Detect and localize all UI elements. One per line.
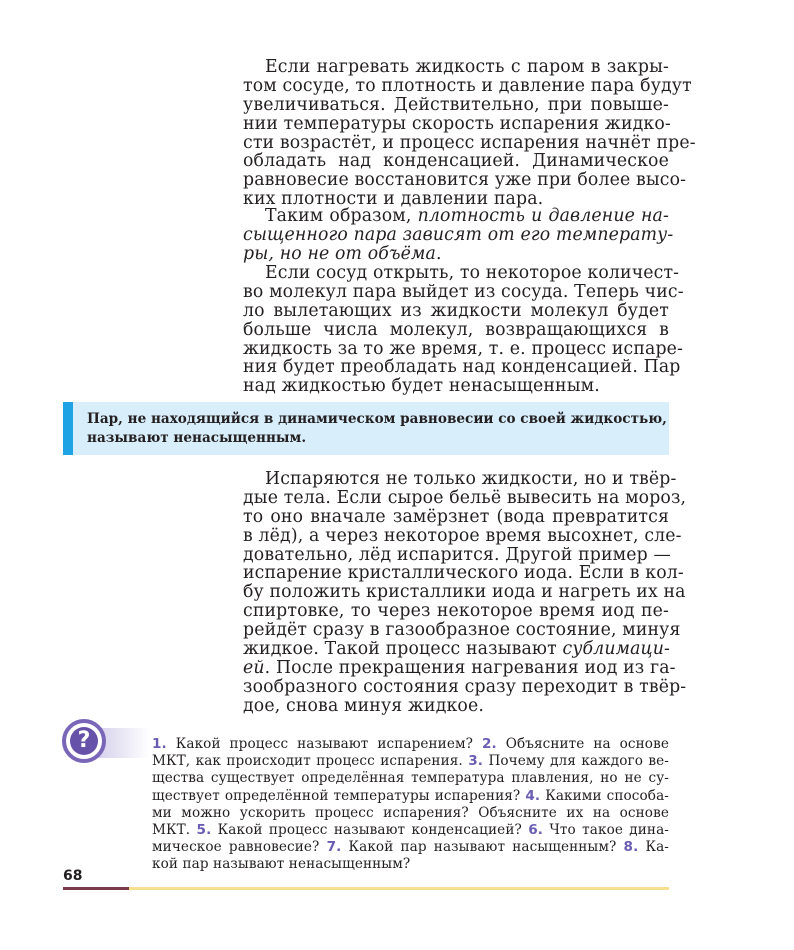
definition-box bbox=[63, 402, 669, 455]
question-number: 3. bbox=[468, 753, 484, 770]
text-line: жидкость за то же время, т. е. процесс испаре- bbox=[243, 338, 684, 359]
question-mark-icon bbox=[62, 719, 106, 763]
question-line: ми можно ускорить процесс испарения? Объясните их на основе bbox=[152, 804, 669, 821]
footer-rule-accent bbox=[63, 887, 129, 890]
review-questions bbox=[152, 736, 669, 874]
footer-rule bbox=[129, 887, 669, 890]
question-text: мическое равновесие? bbox=[152, 839, 327, 856]
question-line: щества существует определённая температура плавления, но не су- bbox=[152, 770, 669, 787]
question-mark-glyph: ? bbox=[70, 727, 98, 755]
text-line: дое, снова минуя жидкое. bbox=[243, 695, 485, 716]
question-text: Почему для каждого ве- bbox=[483, 753, 669, 770]
text-italic: сублимаци- bbox=[562, 639, 671, 660]
text-line: сти возрастёт, и процесс испарения начнёт пре- bbox=[243, 132, 696, 153]
question-text: ществует определённой температуры испарения? bbox=[152, 787, 526, 804]
text-line: дые тела. Если сырое бельё вывесить на мороз, bbox=[243, 487, 687, 508]
question-text: Какой процесс называют конденсацией? bbox=[211, 821, 529, 838]
text-plain: жидкое. Такой процесс называют bbox=[243, 639, 563, 660]
question-text: Какой процесс называют испарением? bbox=[166, 736, 482, 752]
text-line bbox=[243, 657, 676, 678]
text-line: обладать над конденсацией. Динамическое bbox=[243, 151, 669, 172]
question-line bbox=[152, 753, 669, 770]
paragraph-conclusion bbox=[243, 206, 674, 264]
question-text: Какой пар называют насыщенным? bbox=[341, 839, 624, 856]
text-italic: ей bbox=[243, 657, 265, 678]
text-line: ких плотности и давлении пара. bbox=[243, 189, 544, 210]
question-line: кой пар называют ненасыщенным? bbox=[152, 856, 411, 873]
text-line bbox=[243, 640, 669, 659]
text-line: ния будет преобладать над конденсацией. Пар bbox=[243, 357, 681, 378]
question-number: 6. bbox=[528, 821, 544, 838]
text-line: довательно, лёд испарится. Другой пример — bbox=[243, 544, 671, 565]
text-line: равновесие восстановится уже при более высо- bbox=[243, 170, 687, 191]
text-line: рейдёт сразу в газообразное состояние, минуя bbox=[243, 620, 681, 641]
text-line: ло вылетающих из жидкости молекул будет bbox=[243, 300, 669, 321]
text-plain: . После прекращения нагревания иод из га- bbox=[264, 657, 676, 678]
paragraph-heating-closed-vessel bbox=[243, 57, 696, 210]
text-line: больше числа молекул, возвращающихся в bbox=[243, 319, 669, 340]
text-italic: плотность и давление на- bbox=[417, 206, 669, 226]
definition-line: называют ненасыщенным. bbox=[87, 430, 307, 446]
question-text: Ка- bbox=[638, 839, 669, 856]
question-text: МКТ. bbox=[152, 821, 197, 838]
text-line: спиртовке, то через некоторое время иод пе- bbox=[243, 601, 669, 622]
question-number: 5. bbox=[196, 821, 212, 838]
text-line: в лёд), а через некоторое время высохнет, сле- bbox=[243, 525, 682, 546]
question-line bbox=[152, 788, 669, 805]
question-number: 7. bbox=[326, 839, 342, 856]
text-plain: Таким образом, bbox=[265, 206, 418, 226]
text-line: то оно вначале замёрзнет (вода превратится bbox=[243, 506, 669, 527]
page-number: 68 bbox=[63, 868, 83, 884]
question-line bbox=[152, 736, 669, 753]
definition-line: Пар, не находящийся в динамическом равновесии со своей жидкостью, bbox=[87, 411, 667, 427]
question-text: Какими способа- bbox=[540, 787, 669, 804]
question-line bbox=[152, 822, 669, 839]
question-text: МКТ, как происходит процесс испарения. bbox=[152, 753, 469, 770]
question-text: Что такое дина- bbox=[543, 821, 669, 838]
text-line bbox=[243, 245, 669, 264]
text-line: увеличиваться. Действительно, при повыше- bbox=[243, 94, 669, 115]
text-line: во молекул пара выйдет из сосуда. Теперь чис- bbox=[243, 281, 684, 302]
text-line: испарение кристаллического иода. Если в кол- bbox=[243, 563, 684, 584]
text-line: бу положить кристаллики иода и нагреть их на bbox=[243, 582, 686, 603]
text-plain: . bbox=[435, 243, 442, 264]
text-line: Испаряются не только жидкости, но и твёр- bbox=[265, 469, 677, 489]
text-line: Если нагревать жидкость с паром в закры- bbox=[265, 57, 669, 77]
text-line: том сосуде, то плотность и давление пара будут bbox=[243, 75, 692, 96]
question-number: 1. bbox=[152, 736, 167, 752]
paragraph-sublimation bbox=[243, 469, 687, 716]
question-number: 2. bbox=[481, 736, 497, 752]
question-number: 4. bbox=[525, 787, 541, 804]
question-text: Объясните на основе bbox=[496, 736, 669, 752]
question-line bbox=[152, 839, 669, 856]
text-italic: ры, но не от объёма bbox=[243, 243, 436, 264]
question-number: 8. bbox=[623, 839, 639, 856]
text-line: зообразного состояния сразу переходит в твёр- bbox=[243, 676, 687, 697]
text-line: нии температуры скорость испарения жидко- bbox=[243, 113, 671, 134]
paragraph-open-vessel bbox=[243, 263, 684, 397]
text-line bbox=[243, 207, 669, 226]
text-line: сыщенного пара зависят от его температу- bbox=[243, 224, 674, 245]
text-line: над жидкостью будет ненасыщенным. bbox=[243, 376, 600, 397]
text-line: Если сосуд открыть, то некоторое количест- bbox=[265, 263, 680, 283]
